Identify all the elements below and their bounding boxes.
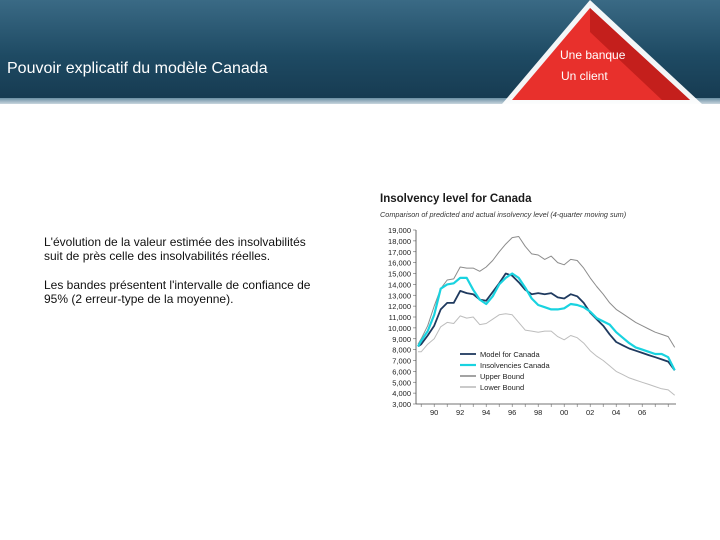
insolvency-chart xyxy=(378,188,680,420)
y-tick-label: 7,000 xyxy=(392,356,411,366)
paragraph-confidence-bands: Les bandes présentent l'intervalle de confiance de 95% (2 erreur-type de la moyenne). xyxy=(44,278,311,306)
y-tick-label: 19,000 xyxy=(388,226,411,235)
y-tick-label: 17,000 xyxy=(388,247,411,257)
legend-label: Lower Bound xyxy=(480,383,525,392)
triangle-label-top: Une banque xyxy=(560,48,626,62)
chart-svg xyxy=(378,188,680,420)
y-tick-label: 4,000 xyxy=(392,389,411,399)
chart-subtitle: Comparison of predicted and actual insolvency level (4-quarter moving sum) xyxy=(380,210,627,219)
legend-label: Upper Bound xyxy=(480,372,525,381)
x-tick-label: 96 xyxy=(508,408,517,417)
y-tick-label: 10,000 xyxy=(388,323,411,333)
series-line-lower-bound xyxy=(418,314,675,396)
paragraph-evolution: L'évolution de la valeur estimée des insolvabilités suit de près celle des insolvabilités réelles. xyxy=(44,235,306,263)
slide-title: Pouvoir explicatif du modèle Canada xyxy=(7,60,268,77)
chart-title: Insolvency level for Canada xyxy=(380,193,532,205)
y-tick-label: 13,000 xyxy=(388,291,411,301)
y-tick-label: 11,000 xyxy=(388,313,411,322)
x-tick-label: 94 xyxy=(482,408,491,417)
x-tick-label: 06 xyxy=(638,408,647,417)
y-tick-label: 8,000 xyxy=(392,345,411,355)
y-tick-label: 15,000 xyxy=(388,269,411,279)
y-tick-label: 9,000 xyxy=(392,334,411,344)
triangle-label-bottom: Un client xyxy=(561,69,608,83)
x-tick-label: 00 xyxy=(560,408,569,417)
x-tick-label: 92 xyxy=(456,408,465,417)
legend-label: Model for Canada xyxy=(480,350,540,359)
legend-label: Insolvencies Canada xyxy=(480,361,550,370)
y-tick-label: 5,000 xyxy=(392,378,411,388)
y-tick-label: 6,000 xyxy=(392,367,411,377)
y-tick-label: 18,000 xyxy=(388,236,411,246)
x-tick-label: 90 xyxy=(430,408,439,417)
x-tick-label: 04 xyxy=(612,408,621,417)
series-line-model-for-canada xyxy=(418,274,675,371)
x-tick-label: 02 xyxy=(586,408,595,417)
series-line-insolvencies-canada xyxy=(418,274,675,371)
x-tick-label: 98 xyxy=(534,408,543,417)
y-tick-label: 3,000 xyxy=(392,400,411,409)
y-tick-label: 14,000 xyxy=(388,280,411,290)
y-tick-label: 12,000 xyxy=(388,302,411,312)
y-tick-label: 16,000 xyxy=(388,258,411,268)
